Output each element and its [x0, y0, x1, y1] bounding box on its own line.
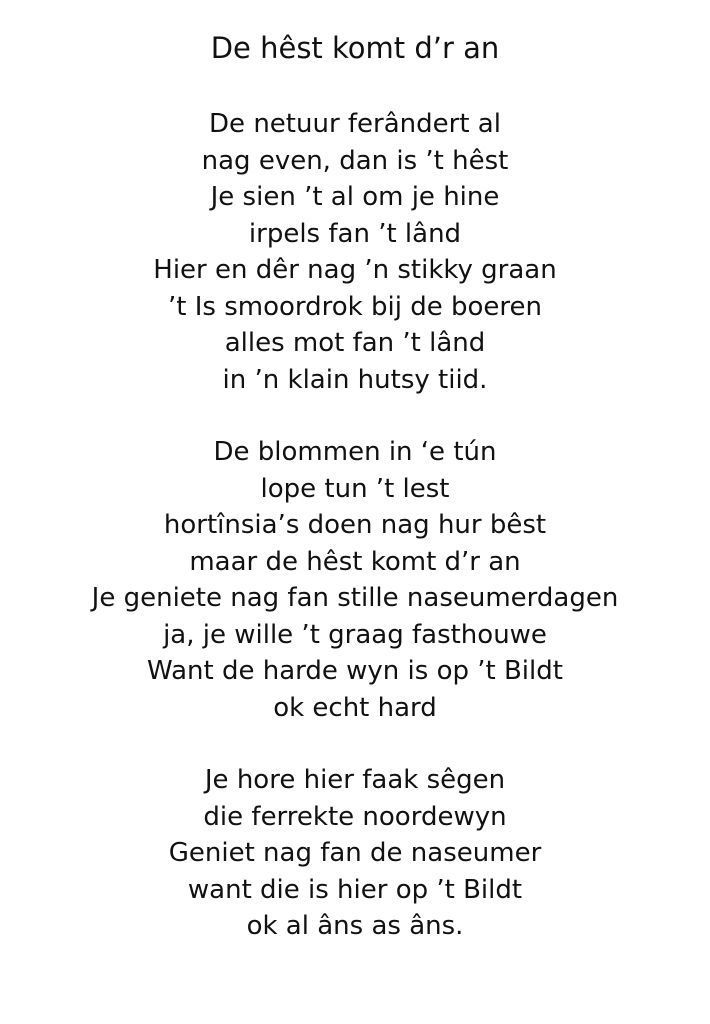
poem-line: De blommen in ‘e tún [213, 437, 497, 467]
poem-line: De netuur ferândert al [209, 109, 501, 139]
poem-line: nag even, dan is ’t hêst [201, 145, 509, 176]
poem-line: Want de harde wyn is op ’t Bildt [147, 656, 563, 686]
stanza-1 [0, 106, 710, 398]
poem-line: hortînsia’s doen nag hur bêst [163, 510, 547, 540]
poem-line: in ’n klain hutsy tiid. [222, 364, 488, 395]
poem-line: irpels fan ’t lând [248, 218, 462, 249]
poem-line: alles mot fan ’t lând [224, 328, 486, 358]
poem-line: maar de hêst komt d’r an [189, 546, 521, 577]
poem-line: want die is hier op ’t Bildt [187, 874, 523, 905]
stanza-2 [0, 434, 710, 726]
poem-line: ’t Is smoordrok bij de boeren [168, 291, 542, 322]
stanza-3 [0, 762, 710, 945]
poem-title: De hêst komt d’r an [210, 31, 500, 65]
poem-line: ok echt hard [273, 692, 437, 723]
poem-line: Geniet nag fan de naseumer [168, 838, 542, 868]
poem-line: Hier en dêr nag ’n stikky graan [153, 255, 557, 285]
poem-line: ok al âns as âns. [246, 911, 464, 941]
poem-line: lope tun ’t lest [260, 473, 450, 504]
poem-line: Je geniete nag fan stille naseumerdagen [91, 583, 619, 613]
poem-line: Je sien ’t al om je hine [210, 182, 500, 212]
poem-line: Je hore hier faak sêgen [204, 765, 506, 795]
poem-line: die ferrekte noordewyn [203, 801, 507, 832]
poem-line: ja, je wille ’t graag fasthouwe [163, 619, 547, 650]
